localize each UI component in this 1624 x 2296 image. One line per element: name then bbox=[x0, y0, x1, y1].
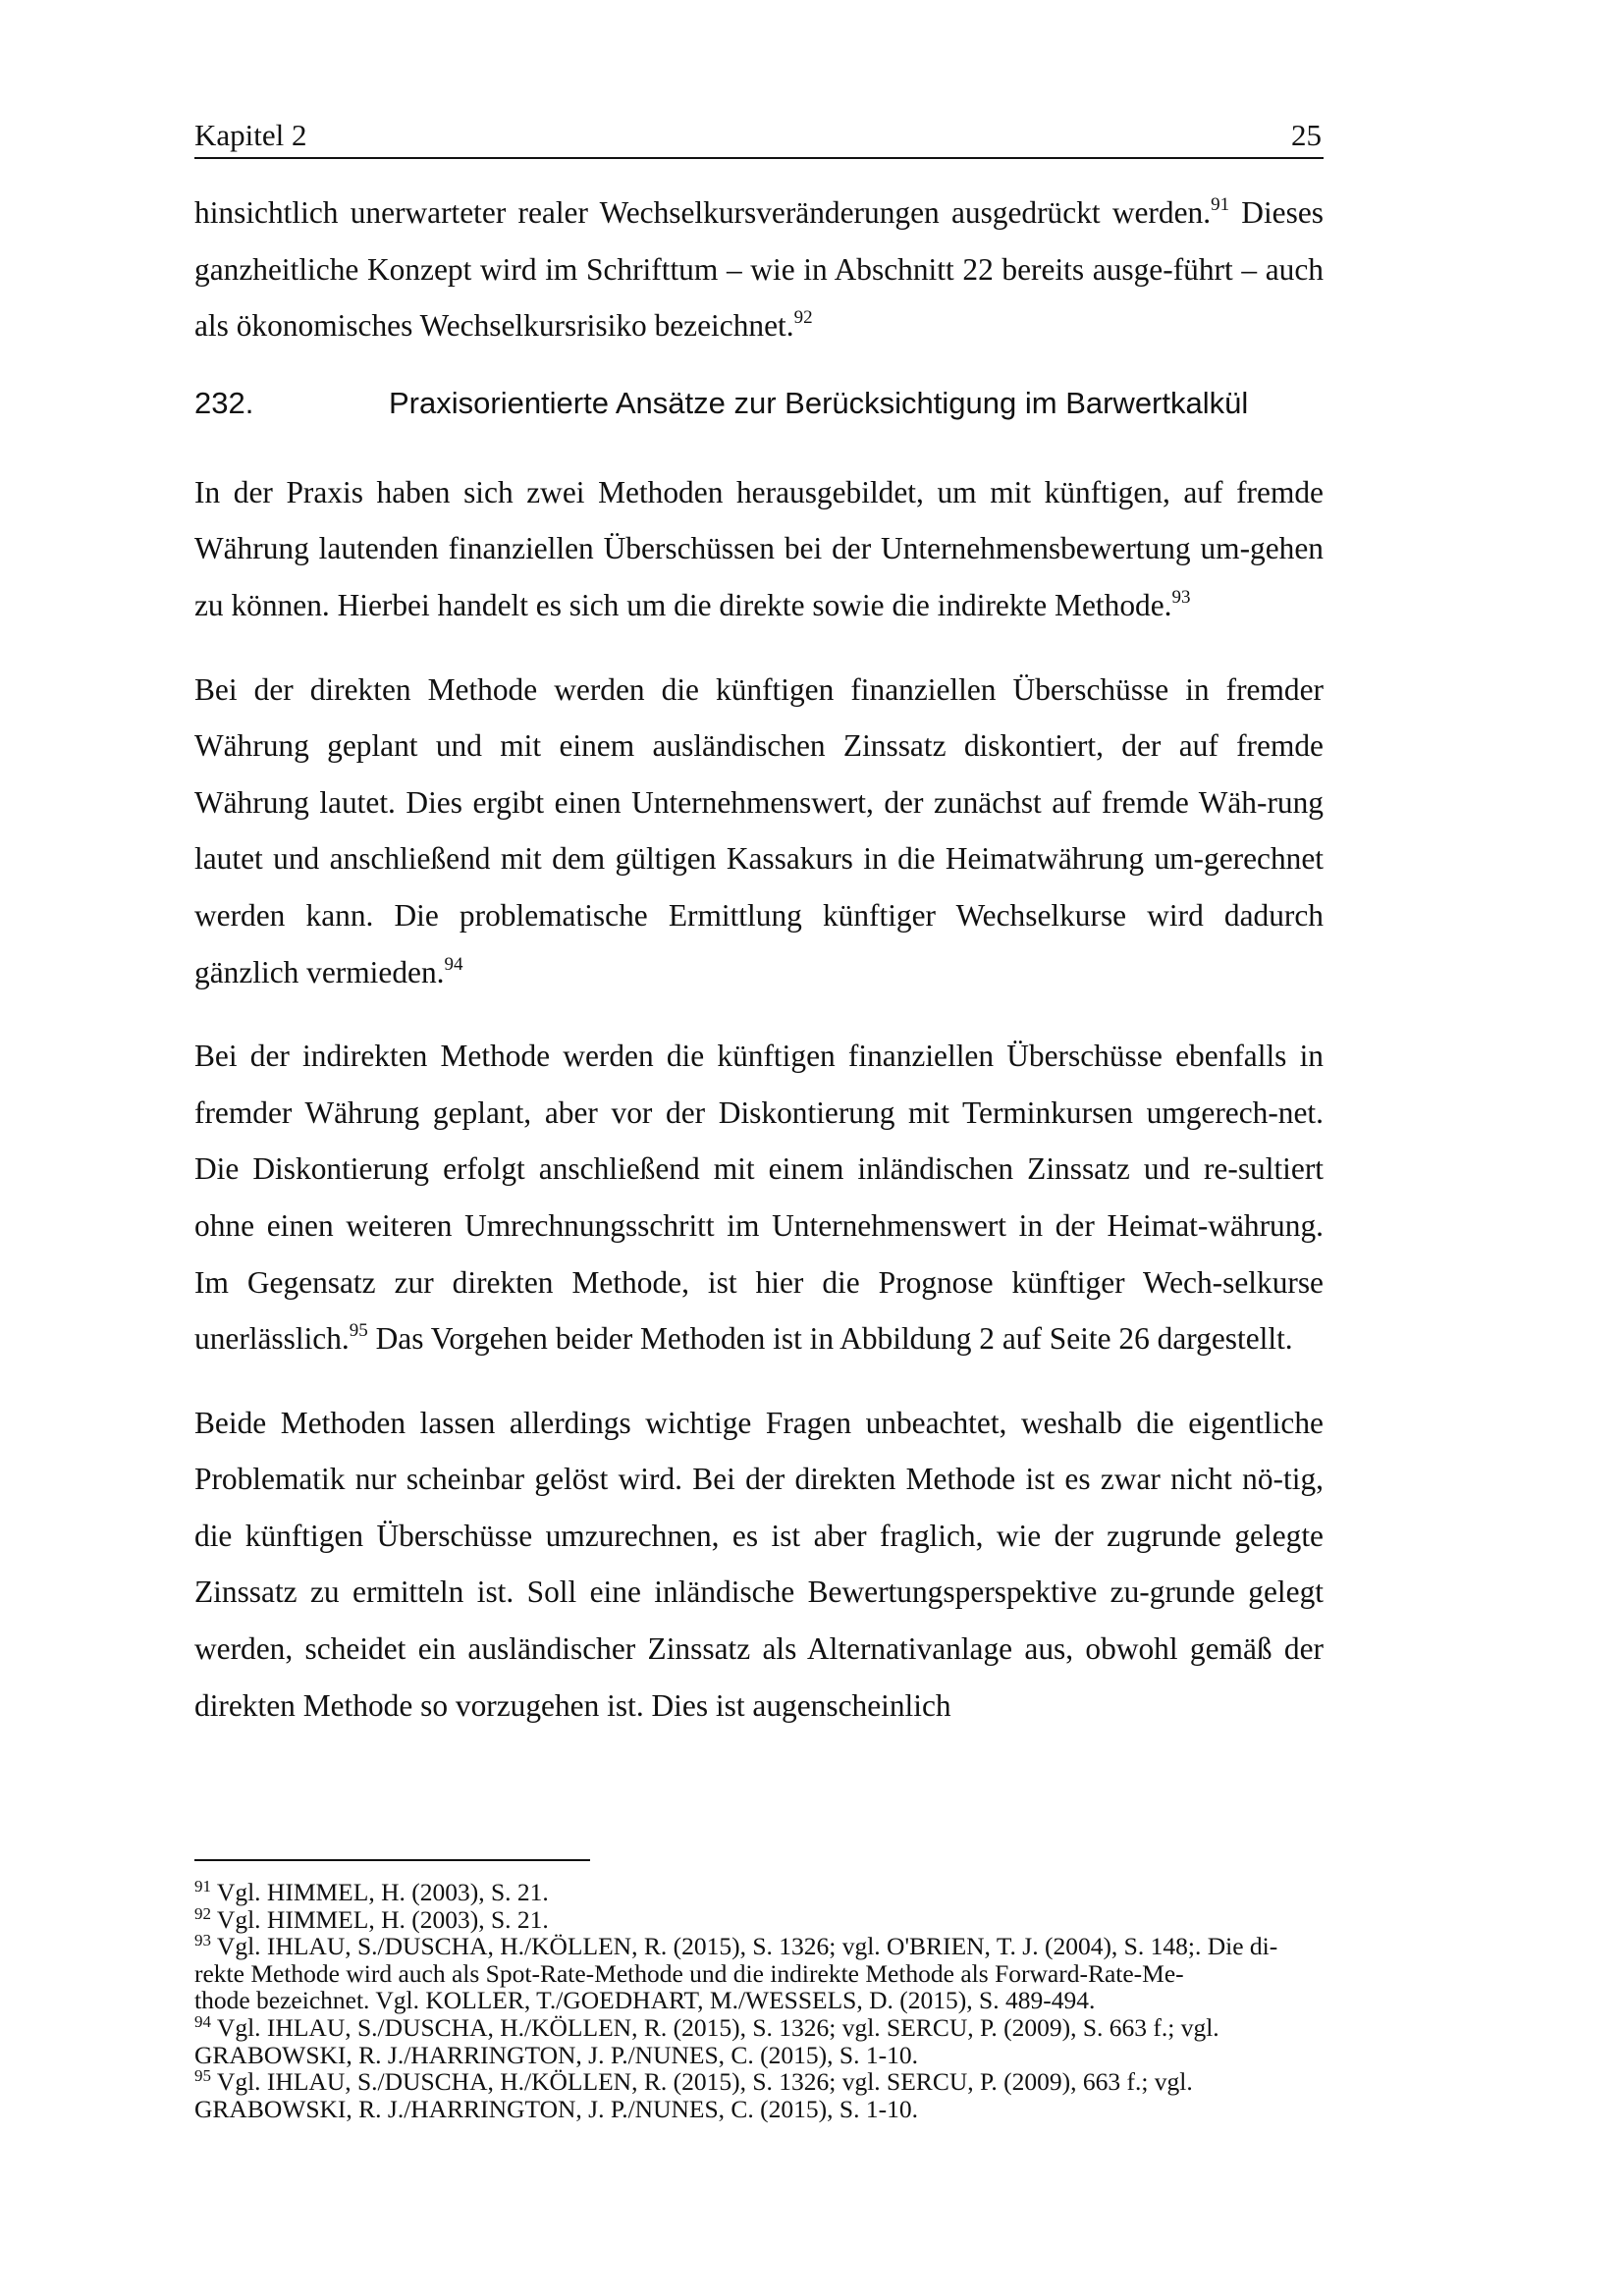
footnote-ref[interactable]: 94 bbox=[444, 953, 463, 975]
footnote-number: 94 bbox=[194, 2011, 211, 2031]
footnote bbox=[194, 2068, 1324, 2122]
footnote bbox=[194, 1903, 1324, 1934]
page-number: 25 bbox=[1291, 118, 1322, 152]
paragraph-text: Beide Methoden lassen allerdings wichtige Fragen unbeachtet, weshalb die eigentliche Problematik nur scheinbar gelöst wird. Bei der direkten Methode ist es zwar nicht nö-tig, die künftigen Überschüsse umzurechnen, es ist aber fraglich, wie der zugrunde gelegte Zinssatz zu ermitteln ist. Soll eine inländische Bewertungsperspektive zu-grunde gelegt werden, scheidet ein ausländischer Zinssatz als Alternativanlage aus, obwohl gemäß der direkten Methode so vorzugehen ist. Dies ist augenscheinlich bbox=[194, 1405, 1324, 1723]
footnote-ref[interactable]: 95 bbox=[349, 1320, 368, 1342]
footnote-ref[interactable]: 93 bbox=[1171, 586, 1191, 608]
footnote-number: 93 bbox=[194, 1931, 211, 1950]
paragraph-text: Bei der direkten Methode werden die künftigen finanziellen Überschüsse in fremder Währung geplant und mit einem ausländischen Zinssatz diskontiert, der auf fremde Währung lautet. Dies ergibt einen Unternehmenswert, der zunächst auf fremde Wäh-rung lautet und anschließend mit dem gültigen Kassakurs in die Heimatwährung um-gerechnet werden kann. Die problematische Ermittlung künftiger Wechselkurse wird dadurch gänzlich vermieden. bbox=[194, 671, 1324, 989]
footnote bbox=[194, 2011, 1324, 2069]
chapter-label: Kapitel 2 bbox=[194, 118, 307, 152]
running-header bbox=[194, 116, 1324, 159]
footnote-number: 92 bbox=[194, 1903, 211, 1923]
paragraph bbox=[194, 1028, 1324, 1367]
footnote-text: rekte Methode wird auch als Spot-Rate-Methode und die indirekte Methode als Forward-Rate-Me- bbox=[194, 1958, 1184, 1988]
section-heading bbox=[194, 382, 1324, 425]
paragraph-text: Das Vorgehen beider Methoden ist in Abbildung 2 auf Seite 26 dargestellt. bbox=[367, 1321, 1293, 1357]
footnote-ref[interactable]: 92 bbox=[793, 307, 813, 329]
footnotes bbox=[194, 1879, 1324, 2122]
footnote bbox=[194, 1879, 1324, 1906]
footnote-ref[interactable]: 91 bbox=[1211, 194, 1230, 215]
footnote-number: 95 bbox=[194, 2066, 211, 2086]
footnote-text: Vgl. IHLAU, S./DUSCHA, H./KÖLLEN, R. (2015), S. 1326; vgl. SERCU, P. (2009), S. 663 f.; vgl. bbox=[216, 2012, 1219, 2042]
footnote bbox=[194, 1933, 1324, 2014]
paragraph-text: Bei der indirekten Methode werden die künftigen finanziellen Überschüsse ebenfalls in fremder Währung geplant, aber vor der Diskontierung mit Terminkursen umgerech-net. Die Diskontierung erfolgt anschließend mit einem inländischen Zinssatz und re-sultiert ohne einen weiteren Umrechnungsschritt im Unternehmenswert in der Heimat-währung. Im Gegensatz zur direkten Methode, ist hier die Prognose künftiger Wech-selkurse unerlässlich. bbox=[194, 1039, 1324, 1357]
footnote-separator bbox=[194, 1859, 590, 1861]
paragraph-text: Dieses ganzheitliche Konzept wird im Schrifttum – wie in Abschnitt 22 bereits ausge-führt – auch als ökonomisches Wechselkursrisiko bezeichnet. bbox=[194, 195, 1324, 344]
body-text bbox=[194, 185, 1324, 1761]
paragraph bbox=[194, 1395, 1324, 1735]
footnote-text: GRABOWSKI, R. J./HARRINGTON, J. P./NUNES, C. (2015), S. 1-10. bbox=[194, 2040, 918, 2069]
paragraph-text: In der Praxis haben sich zwei Methoden herausgebildet, um mit künftigen, auf fremde Währung lautenden finanziellen Überschüssen bei der Unternehmensbewertung um-gehen zu können. Hierbei handelt es sich um die direkte sowie die indirekte Methode. bbox=[194, 474, 1324, 622]
section-number: 232. bbox=[194, 385, 254, 420]
paragraph bbox=[194, 464, 1324, 634]
footnote-number: 91 bbox=[194, 1877, 211, 1896]
paragraph bbox=[194, 662, 1324, 1001]
footnote-text: GRABOWSKI, R. J./HARRINGTON, J. P./NUNES, C. (2015), S. 1-10. bbox=[194, 2094, 918, 2123]
paragraph-text: hinsichtlich unerwarteter realer Wechselkursveränderungen ausgedrückt werden. bbox=[194, 195, 1212, 230]
footnote-text: Vgl. IHLAU, S./DUSCHA, H./KÖLLEN, R. (2015), S. 1326; vgl. O'BRIEN, T. J. (2004), S. 148;. Die di- bbox=[216, 1932, 1278, 1961]
footnote-text: thode bezeichnet. Vgl. KOLLER, T./GOEDHART, M./WESSELS, D. (2015), S. 489-494. bbox=[194, 1986, 1096, 2015]
footnote-text: Vgl. HIMMEL, H. (2003), S. 21. bbox=[216, 1904, 549, 1934]
footnote-text: Vgl. HIMMEL, H. (2003), S. 21. bbox=[216, 1878, 549, 1906]
paragraph-continued bbox=[194, 185, 1324, 354]
footnote-text: Vgl. IHLAU, S./DUSCHA, H./KÖLLEN, R. (2015), S. 1326; vgl. SERCU, P. (2009), 663 f.; vgl. bbox=[216, 2067, 1193, 2097]
section-title: Praxisorientierte Ansätze zur Berücksichtigung im Barwertkalkül bbox=[389, 385, 1249, 420]
